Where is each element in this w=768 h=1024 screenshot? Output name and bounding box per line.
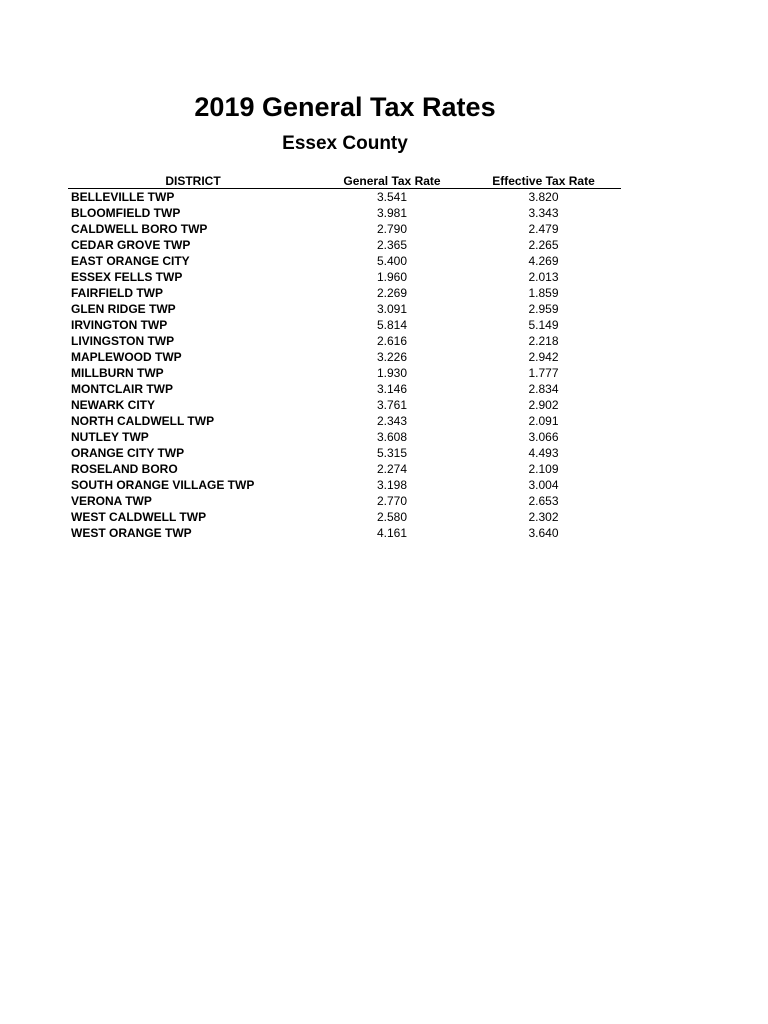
effective-tax-rate-cell: 2.479 bbox=[528, 222, 559, 236]
district-cell: NEWARK CITY bbox=[71, 398, 155, 412]
general-tax-rate-cell: 3.198 bbox=[376, 478, 408, 492]
general-tax-rate-cell: 3.146 bbox=[376, 382, 408, 396]
page-subtitle: Essex County bbox=[282, 133, 408, 154]
general-tax-rate-cell: 3.981 bbox=[376, 206, 408, 220]
district-cell: WEST CALDWELL TWP bbox=[71, 510, 207, 524]
page-title: 2019 General Tax Rates bbox=[194, 92, 496, 122]
district-cell: BLOOMFIELD TWP bbox=[71, 206, 181, 220]
district-cell: NUTLEY TWP bbox=[71, 430, 149, 444]
general-tax-rate-cell: 2.790 bbox=[376, 222, 408, 236]
general-tax-rate-cell: 3.226 bbox=[376, 350, 408, 364]
table-row bbox=[68, 397, 621, 413]
general-tax-rate-cell: 2.274 bbox=[376, 462, 408, 476]
effective-tax-rate-cell: 1.859 bbox=[528, 286, 559, 300]
district-cell: CEDAR GROVE TWP bbox=[71, 238, 191, 252]
general-tax-rate-cell: 5.315 bbox=[376, 446, 408, 460]
table-row bbox=[68, 253, 621, 269]
effective-tax-rate-cell: 3.343 bbox=[528, 206, 559, 220]
effective-tax-rate-column-header: Effective Tax Rate bbox=[466, 172, 621, 189]
effective-tax-rate-cell: 3.640 bbox=[528, 526, 559, 540]
table-row bbox=[68, 413, 621, 429]
table-row bbox=[68, 285, 621, 301]
effective-tax-rate-cell: 2.834 bbox=[528, 382, 559, 396]
district-cell: GLEN RIDGE TWP bbox=[71, 302, 176, 316]
effective-tax-rate-cell: 2.302 bbox=[528, 510, 559, 524]
district-cell: CALDWELL BORO TWP bbox=[71, 222, 208, 236]
table-row bbox=[68, 269, 621, 285]
district-cell: WEST ORANGE TWP bbox=[71, 526, 192, 540]
effective-tax-rate-cell: 4.269 bbox=[528, 254, 559, 268]
district-column-header: DISTRICT bbox=[68, 172, 318, 189]
effective-tax-rate-cell: 2.218 bbox=[528, 334, 559, 348]
effective-tax-rate-cell: 3.066 bbox=[528, 430, 559, 444]
effective-tax-rate-cell: 2.902 bbox=[528, 398, 559, 412]
table-header-row bbox=[68, 172, 621, 189]
table-row bbox=[68, 189, 621, 206]
general-tax-rate-cell: 5.400 bbox=[376, 254, 408, 268]
table-row bbox=[68, 205, 621, 221]
table-row bbox=[68, 509, 621, 525]
table-row bbox=[68, 381, 621, 397]
general-tax-rate-cell: 3.608 bbox=[376, 430, 408, 444]
general-tax-rate-cell: 5.814 bbox=[376, 318, 408, 332]
general-tax-rate-cell: 2.343 bbox=[376, 414, 408, 428]
general-tax-rate-cell: 2.616 bbox=[376, 334, 408, 348]
general-tax-rate-cell: 2.770 bbox=[376, 494, 408, 508]
district-cell: VERONA TWP bbox=[71, 494, 152, 508]
district-cell: ORANGE CITY TWP bbox=[71, 446, 185, 460]
table-row bbox=[68, 429, 621, 445]
general-tax-rate-cell: 4.161 bbox=[376, 526, 408, 540]
table-row bbox=[68, 365, 621, 381]
table-row bbox=[68, 301, 621, 317]
district-cell: MILLBURN TWP bbox=[71, 366, 164, 380]
effective-tax-rate-cell: 4.493 bbox=[528, 446, 559, 460]
table-row bbox=[68, 349, 621, 365]
effective-tax-rate-cell: 2.265 bbox=[528, 238, 559, 252]
table-row bbox=[68, 493, 621, 509]
effective-tax-rate-cell: 1.777 bbox=[528, 366, 559, 380]
effective-tax-rate-cell: 2.653 bbox=[528, 494, 559, 508]
general-tax-rate-cell: 3.541 bbox=[376, 190, 408, 204]
effective-tax-rate-cell: 2.959 bbox=[528, 302, 559, 316]
district-cell: BELLEVILLE TWP bbox=[71, 190, 175, 204]
general-tax-rate-cell: 3.091 bbox=[376, 302, 408, 316]
district-cell: IRVINGTON TWP bbox=[71, 318, 168, 332]
district-cell: SOUTH ORANGE VILLAGE TWP bbox=[71, 478, 255, 492]
table-row bbox=[68, 333, 621, 349]
district-cell: ROSELAND BORO bbox=[71, 462, 178, 476]
district-cell: FAIRFIELD TWP bbox=[71, 286, 163, 300]
general-tax-rate-cell: 1.930 bbox=[376, 366, 408, 380]
table-row bbox=[68, 317, 621, 333]
effective-tax-rate-cell: 2.109 bbox=[528, 462, 559, 476]
table-row bbox=[68, 461, 621, 477]
tax-rate-table bbox=[68, 172, 621, 541]
table-row bbox=[68, 445, 621, 461]
effective-tax-rate-cell: 2.942 bbox=[528, 350, 559, 364]
general-tax-rate-cell: 3.761 bbox=[376, 398, 408, 412]
effective-tax-rate-cell: 3.820 bbox=[528, 190, 559, 204]
district-cell: LIVINGSTON TWP bbox=[71, 334, 175, 348]
effective-tax-rate-cell: 2.091 bbox=[528, 414, 559, 428]
general-tax-rate-cell: 2.365 bbox=[376, 238, 408, 252]
general-tax-rate-column-header: General Tax Rate bbox=[318, 172, 466, 189]
district-cell: EAST ORANGE CITY bbox=[71, 254, 190, 268]
district-cell: ESSEX FELLS TWP bbox=[71, 270, 183, 284]
general-tax-rate-cell: 2.580 bbox=[376, 510, 408, 524]
table-row bbox=[68, 525, 621, 541]
district-cell: MONTCLAIR TWP bbox=[71, 382, 173, 396]
general-tax-rate-cell: 2.269 bbox=[376, 286, 408, 300]
effective-tax-rate-cell: 2.013 bbox=[528, 270, 559, 284]
effective-tax-rate-cell: 5.149 bbox=[528, 318, 559, 332]
effective-tax-rate-cell: 3.004 bbox=[528, 478, 559, 492]
table-row bbox=[68, 477, 621, 493]
district-cell: MAPLEWOOD TWP bbox=[71, 350, 182, 364]
table-row bbox=[68, 221, 621, 237]
general-tax-rate-cell: 1.960 bbox=[376, 270, 408, 284]
table-row bbox=[68, 237, 621, 253]
district-cell: NORTH CALDWELL TWP bbox=[71, 414, 215, 428]
